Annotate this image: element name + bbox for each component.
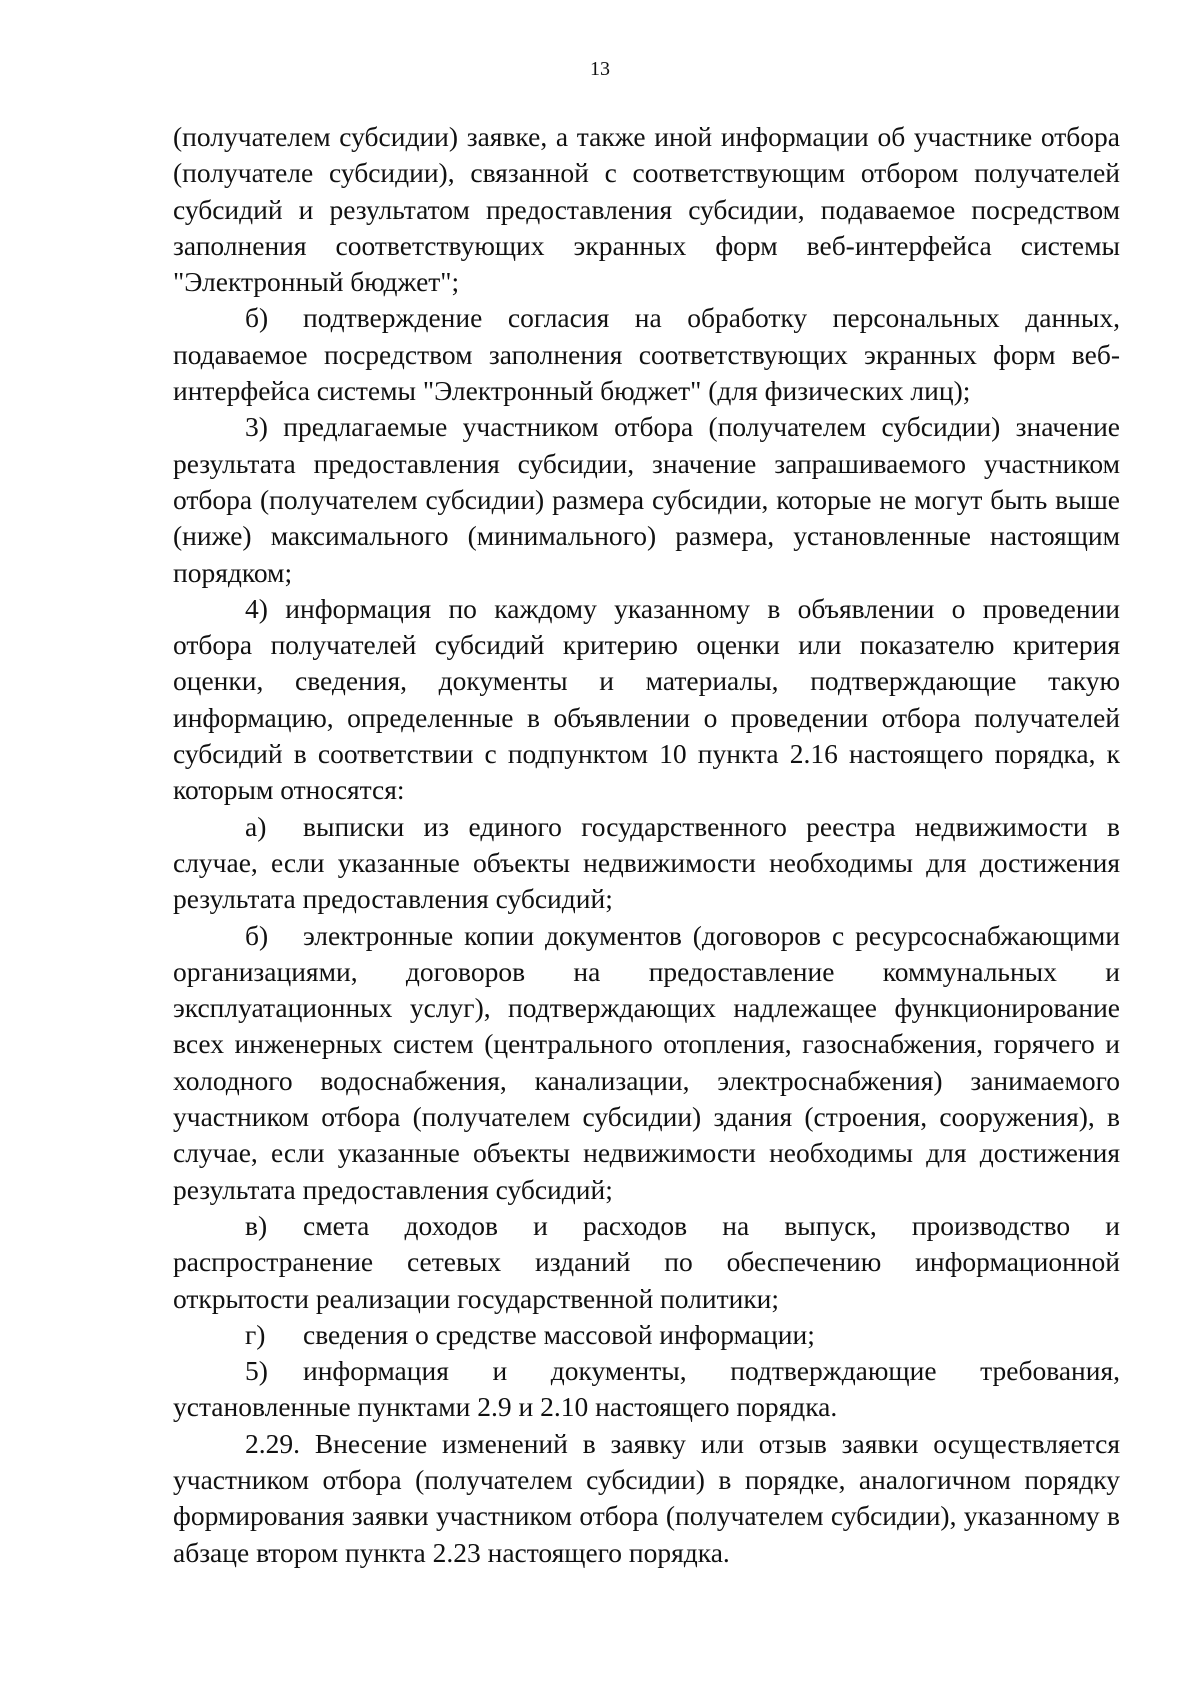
list-item-a-extracts — [173, 809, 1120, 918]
paragraph-2-29: 2.29. Внесение изменений в заявку или отзыв заявки осуществляется участником отбора (получателем субсидии) в порядке, аналогичном порядку формирования заявки участником отбора (получателем субсидии), указанному в абзаце втором пункта 2.23 настоящего порядка. — [173, 1427, 1120, 1568]
list-item-v-estimate — [173, 1208, 1120, 1317]
list-marker: а) — [245, 810, 267, 842]
paragraph-item-4: 4) информация по каждому указанному в объявлении о проведении отбора получателей субсидий критерию оценки или показателю критерия оценки, сведения, документы и материалы, подтверждающие такую информацию, определенные в объявлении о проведении отбора получателей субсидий в соответствии с подпунктом 10 пункта 2.16 настоящего порядка, к которым относятся: — [173, 592, 1120, 806]
list-item-text: подтверждение согласия на обработку персональных данных, подаваемое посредством заполнения соответствующих экранных форм веб-интерфейса системы "Электронный бюджет" (для физических лиц); — [173, 302, 1120, 407]
list-marker: в) — [245, 1209, 268, 1241]
list-item-text: смета доходов и расходов на выпуск, производство и распространение сетевых изданий по обеспечению информационной открытости реализации государственной политики; — [173, 1209, 1120, 1314]
list-marker: б) — [245, 919, 269, 951]
document-body — [173, 119, 1120, 1571]
list-item-b-consent — [173, 300, 1120, 409]
list-item-5-documents — [173, 1353, 1120, 1426]
paragraph-item-3: 3) предлагаемые участником отбора (получателем субсидии) значение результата предоставления субсидии, значение запрашиваемого участником отбора (получателем субсидии) размера субсидии, которые не могут быть выше (ниже) максимального (минимального) размера, установленные настоящим порядком; — [173, 411, 1120, 588]
list-item-text: электронные копии документов (договоров с ресурсоснабжающими организациями, договоров на предоставление коммунальных и эксплуатационных услуг), подтверждающих надлежащее функционирование всех инженерных систем (центрального отопления, газоснабжения, горячего и холодного водоснабжения, канализации, электроснабжения) занимаемого участником отбора (получателем субсидии) здания (строения, сооружения), в случае, если указанные объекты недвижимости необходимы для достижения результата предоставления субсидий; — [173, 919, 1120, 1205]
list-item-b-electronic-copies — [173, 918, 1120, 1208]
list-item-text: сведения о средстве массовой информации; — [303, 1318, 815, 1350]
list-item-g-media-info — [173, 1317, 1120, 1353]
page-number: 13 — [590, 58, 610, 80]
list-item-text: информация и документы, подтверждающие требования, установленные пунктами 2.9 и 2.10 настоящего порядка. — [173, 1355, 1120, 1423]
list-item-text: выписки из единого государственного реестра недвижимости в случае, если указанные объекты недвижимости необходимы для достижения результата предоставления субсидий; — [173, 810, 1120, 915]
list-marker: 5) — [245, 1355, 268, 1387]
paragraph-continuation: (получателем субсидии) заявке, а также иной информации об участнике отбора (получателе субсидии), связанной с соответствующим отбором получателей субсидий и результатом предоставления субсидии, подаваемое посредством заполнения соответствующих экранных форм веб-интерфейса системы "Электронный бюджет"; — [173, 121, 1120, 298]
list-marker: г) — [245, 1318, 266, 1350]
list-marker: б) — [245, 302, 269, 334]
